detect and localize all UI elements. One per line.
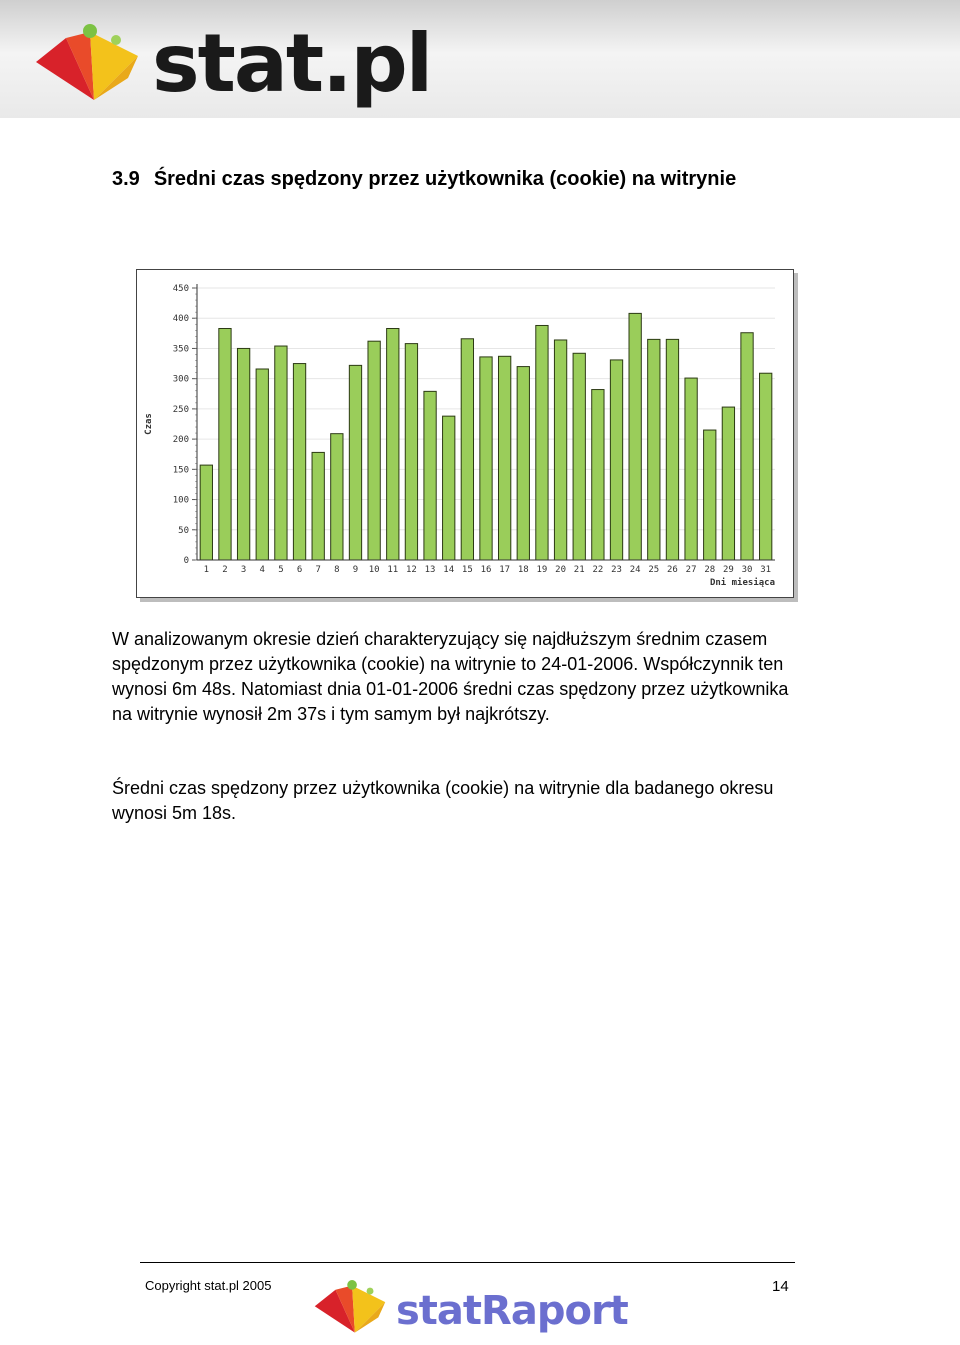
x-tick-label: 2 [222, 565, 228, 575]
y-tick-label: 200 [172, 435, 189, 446]
x-tick-label: 23 [611, 565, 622, 575]
x-tick-label: 28 [704, 565, 716, 575]
x-tick-label: 10 [368, 565, 380, 575]
bar [387, 328, 399, 560]
x-tick-label: 20 [555, 565, 567, 575]
bar [237, 348, 249, 560]
x-tick-label: 15 [461, 565, 473, 575]
chart-frame [136, 269, 794, 598]
bar [331, 434, 343, 560]
bar [536, 325, 548, 560]
bar [554, 340, 566, 560]
bar [443, 416, 455, 560]
copyright-text: Copyright stat.pl 2005 [145, 1278, 272, 1293]
footer-logo-text: statRaport [396, 1288, 628, 1334]
x-tick-label: 6 [296, 565, 303, 575]
summary-paragraph: W analizowanym okresie dzień charakteryzujący się najdłuższym średnim czasem spędzonym przez użytkownika (cookie) na witrynie to 24-01-2006. Współczynnik ten wynosi 6m 48s. Natomiast dnia 01-01-2006 średni czas spędzony przez użytkownika na witrynie wynosił 2m 37s i tym samym był najkrótszy. [112, 629, 789, 724]
y-tick-label: 450 [172, 284, 189, 294]
bar [498, 356, 510, 560]
x-tick-label: 7 [315, 565, 321, 575]
y-tick-label: 300 [172, 374, 189, 385]
bar [200, 465, 212, 560]
x-tick-label: 11 [387, 565, 399, 575]
x-tick-label: 16 [480, 565, 492, 575]
x-tick-label: 29 [722, 565, 734, 575]
y-tick-label: 250 [172, 404, 189, 415]
bar [741, 333, 753, 560]
bar [610, 360, 622, 560]
x-tick-label: 26 [667, 565, 678, 575]
x-tick-label: 24 [629, 565, 641, 575]
y-tick-label: 100 [172, 495, 189, 506]
bar [685, 378, 697, 560]
x-tick-label: 31 [760, 565, 772, 575]
x-tick-label: 12 [405, 565, 417, 575]
x-tick-label: 19 [536, 565, 548, 575]
average-paragraph: Średni czas spędzony przez użytkownika (cookie) na witrynie dla badanego okresu wynosi 5m 18s. [112, 778, 774, 823]
x-tick-label: 22 [592, 565, 604, 575]
bar [592, 390, 604, 560]
bar [648, 339, 660, 560]
bar [424, 391, 436, 560]
x-tick-label: 18 [517, 565, 529, 575]
stat-logo-icon [32, 22, 142, 104]
bar [293, 364, 305, 560]
statraport-logo-icon [312, 1278, 388, 1336]
bar [405, 344, 417, 560]
x-tick-label: 17 [499, 565, 511, 575]
bar [312, 452, 324, 560]
bar-chart [137, 270, 793, 597]
x-tick-label: 3 [240, 565, 247, 575]
bar [275, 346, 287, 560]
bar [629, 313, 641, 560]
x-tick-label: 30 [741, 565, 753, 575]
x-tick-label: 8 [334, 565, 340, 575]
y-tick-label: 50 [178, 525, 189, 536]
bar [368, 341, 380, 560]
bar [480, 357, 492, 560]
x-tick-label: 9 [352, 565, 359, 575]
section-title [112, 168, 736, 191]
section-title-text: Średni czas spędzony przez użytkownika (cookie) na witrynie [153, 168, 737, 190]
bar [722, 407, 734, 560]
x-tick-label: 5 [278, 565, 284, 575]
page-number: 14 [772, 1278, 789, 1295]
x-tick-label: 13 [424, 565, 436, 575]
x-tick-label: 21 [573, 565, 585, 575]
bar [517, 367, 529, 560]
section-number: 3.9 [112, 168, 140, 190]
bar [760, 373, 772, 560]
x-tick-label: 27 [685, 565, 697, 575]
footer-divider [140, 1262, 795, 1263]
bar [704, 430, 716, 560]
y-tick-label: 350 [172, 344, 189, 355]
bar [666, 339, 678, 560]
y-tick-label: 0 [183, 556, 189, 566]
x-tick-label: 14 [443, 565, 455, 575]
y-axis-label: Czas [144, 413, 154, 435]
bar [256, 369, 268, 560]
bar [573, 353, 585, 560]
page-header [0, 0, 960, 118]
x-axis-label: Dni miesiąca [709, 578, 775, 588]
logo-text: stat.pl [152, 17, 432, 110]
bar [461, 339, 473, 560]
x-tick-label: 1 [203, 565, 210, 575]
y-tick-label: 400 [172, 314, 189, 325]
bar [219, 328, 231, 560]
y-tick-label: 150 [172, 465, 189, 476]
x-tick-label: 4 [259, 565, 265, 575]
bar [349, 365, 361, 560]
x-tick-label: 25 [648, 565, 660, 575]
